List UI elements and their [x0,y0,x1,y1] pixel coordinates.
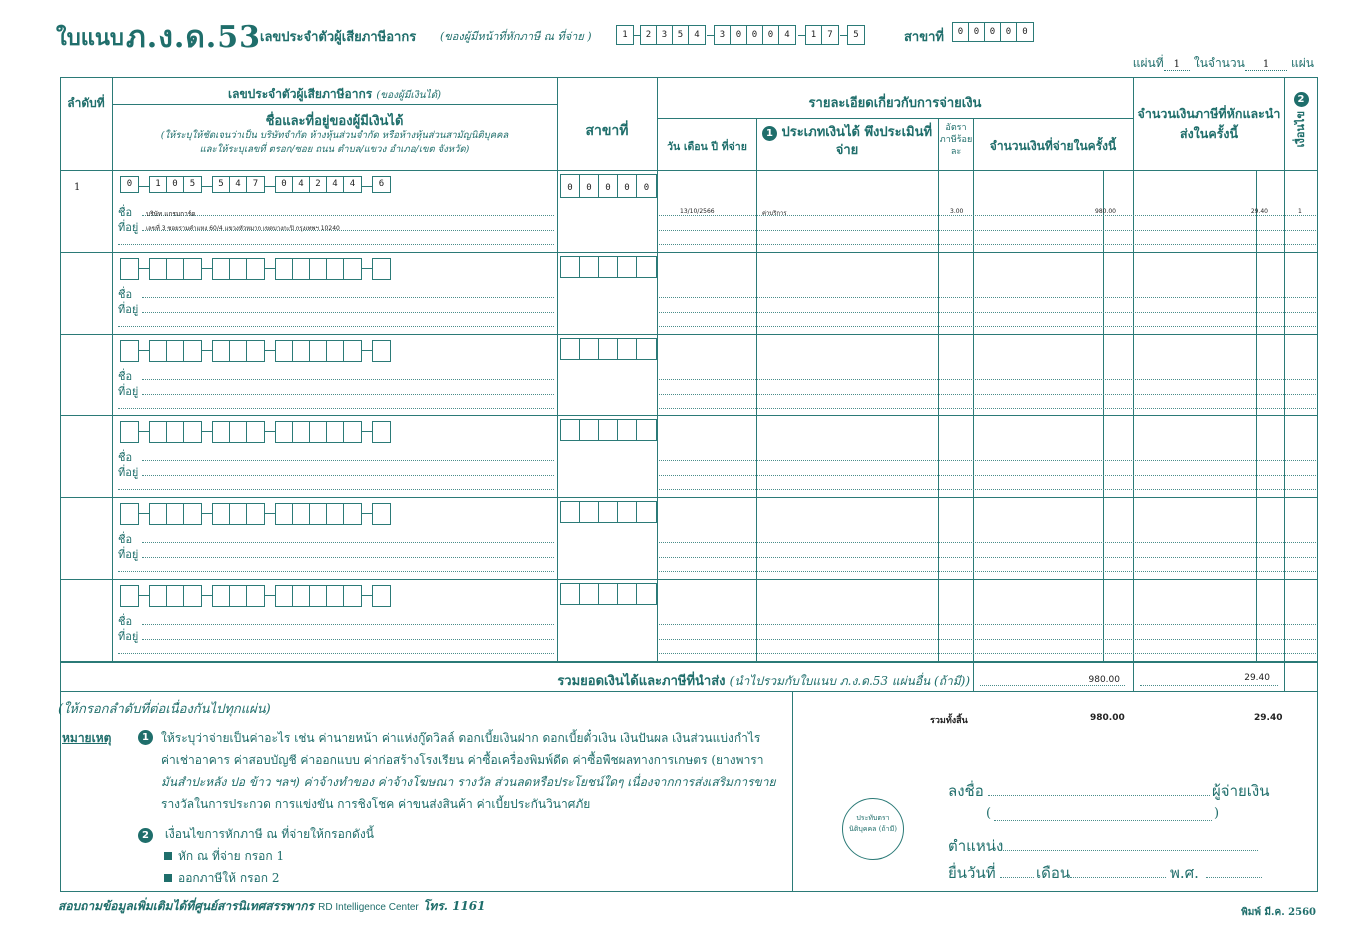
header-taxid-group-5 [847,25,865,45]
col-payee-note-line: และให้ระบุเลขที่ ตรอก/ซอย ถนน ตำบล/แขวง อำเภอ/เขต จังหวัด) [199,144,470,155]
payee-taxid-digit [150,341,167,361]
payee-taxid-digit [213,586,230,606]
payee-branch-digit [637,339,656,359]
payee-taxid-digit [276,586,293,606]
col-payment-details: รายละเอียดเกี่ยวกับการจ่ายเงิน [808,96,982,111]
payee-branch-boxes [560,338,657,360]
note-1-line: มันสำปะหลัง ปอ ข้าว ฯลฯ) ค่าจ้างทำของ ค่าจ้างโฆษณา รางวัล ส่วนลดหรือประโยชน์ใดๆ เนื่องจากการส่งเสริมการขาย [161,775,776,789]
payee-taxid-group [149,258,202,280]
header-taxid-digit: 3 [657,26,673,44]
col-income-type [760,124,934,160]
header-branch-label: สาขาที่ [904,30,944,45]
payee-taxid-digit [247,422,264,442]
payee-taxid-digit [310,586,327,606]
payee-branch-digit [580,257,599,277]
payee-branch-digit [599,420,618,440]
header-taxid-group-4 [805,25,839,45]
payee-taxid-digit: 0 [126,179,133,189]
payee-taxid-digit: 0 [276,177,293,192]
payee-taxid-digit [230,259,247,279]
payee-taxid-digit [344,586,361,606]
payee-taxid-group [120,421,139,443]
name-label: ชื่อ [118,370,133,383]
payee-taxid-digit [373,259,390,279]
payee-taxid-digit [373,341,390,361]
payee-taxid-digit [276,259,293,279]
payee-taxid-digit [213,341,230,361]
square-bullet-icon [164,874,172,882]
payee-taxid-digit [327,259,344,279]
payee-taxid-digit [150,259,167,279]
payee-taxid-digit [276,341,293,361]
payee-branch-digit: 0 [599,175,618,197]
payee-taxid-digit [276,422,293,442]
form-name: ภ.ง.ด.53 [126,20,261,55]
row-1-name: บริษัท แกรมการ์ด [146,210,196,218]
totals-label [420,670,970,691]
payee-taxid-group [372,340,391,362]
payee-taxid-group [275,340,362,362]
payee-branch-digit [599,339,618,359]
payee-taxid-digit [373,422,390,442]
header-branch-digit: 0 [953,23,969,41]
name-label: ชื่อ [118,451,133,464]
payee-taxid-group [149,503,202,525]
payee-taxid-digit [213,504,230,524]
header-taxid-digit: 1 [806,26,822,44]
payee-taxid-group [120,503,139,525]
payee-taxid-digit [184,341,201,361]
header-taxid-group-3 [714,25,796,45]
name-paren-close: ) [1214,806,1220,821]
submit-date-label: ยื่นวันที่ [948,864,996,882]
payee-branch-digit [637,584,656,604]
name-paren-open: ( [986,806,992,821]
address-label: ที่อยู่ [118,385,139,398]
payee-taxid-digit [184,259,201,279]
header-taxid-digit: 7 [827,30,833,40]
header-taxid-digit: 0 [731,26,747,44]
note-1-bullet-icon: 1 [762,126,777,141]
grand-total-amount: 980.00 [1090,713,1125,723]
col-payee-note-line: (ให้ระบุให้ชัดเจนว่าเป็น บริษัทจำกัด ห้างหุ้นส่วนจำกัด หรือห้างหุ้นส่วนสามัญนิติบุคคล [160,130,509,141]
name-label: ชื่อ [118,288,133,301]
payee-taxid-digit [230,341,247,361]
row-1-date: 13/10/2566 [680,208,715,215]
address-label: ที่อยู่ [118,303,139,316]
payee-branch-digit [561,584,580,604]
payee-taxid-group [120,340,139,362]
row-1-condition: 1 [1298,208,1302,215]
row-1-amount: 980.00 [1095,208,1116,215]
row-1-address: เลขที่ 3 ซอยรามคำแหง 60/4 แขวงหัวหมาก เขตบางกะปิ กรุงเทพฯ 10240 [146,225,340,232]
payee-taxid-digit [293,504,310,524]
sheet-label: แผ่นที่ [1132,56,1164,70]
note-1-bullet-icon: 1 [138,730,153,745]
payee-taxid-digit [373,586,390,606]
totals-tax: 29.40 [1244,673,1270,683]
payee-branch-digit [618,257,637,277]
col-payee-taxid [114,85,555,104]
header-branch-digit: 0 [969,23,985,41]
payee-taxid-digit [293,422,310,442]
payee-taxid-digit [150,422,167,442]
note-2-bullet-icon: 2 [138,828,153,843]
payee-taxid-digit [230,504,247,524]
grand-total-label: รวมทั้งสิ้น [930,716,968,726]
col-condition-label: เงื่อนไข [1294,111,1307,148]
totals-label-note: (นำไปรวมกับใบแนบ ภ.ง.ด.53 แผ่นอื่น (ถ้ามี)) [729,674,970,688]
col-payee-taxid-label: เลขประจำตัวผู้เสียภาษีอากร [228,87,373,101]
header-taxid-group-1 [616,25,634,45]
payee-branch-digit [599,257,618,277]
header-taxid-digit: 5 [853,30,859,40]
header-taxid-digit: 4 [784,30,790,40]
grand-total-tax: 29.40 [1254,713,1283,723]
payee-taxid-group [120,258,139,280]
col-seq: ลำดับที่ [67,96,105,110]
payee-branch-digit: 0 [580,175,599,197]
col-payee-name: ชื่อและที่อยู่ของผู้มีเงินได้ [265,114,404,129]
payee-taxid-digit: 4 [293,177,310,192]
payee-taxid-digit [327,586,344,606]
print-date: พิมพ์ มี.ค. 2560 [1241,907,1316,918]
payee-branch-digit [599,584,618,604]
payee-taxid-digit [167,504,184,524]
payee-taxid-group [149,340,202,362]
payee-taxid-digit [293,259,310,279]
payee-taxid-digit [184,422,201,442]
payee-taxid-digit [310,259,327,279]
col-payee-taxid-note: (ของผู้มีเงินได้) [376,90,441,101]
header-branch-digit: 0 [1022,27,1028,37]
payee-branch-digit [618,339,637,359]
sign-label: ลงชื่อ [948,782,984,800]
rd-center-name: RD Intelligence Center [318,902,419,913]
header-taxid-digit: 4 [694,30,700,40]
payee-taxid-group [212,340,265,362]
payee-taxid-digit [184,504,201,524]
payee-taxid-group [275,585,362,607]
payee-taxid-group [212,258,265,280]
payee-branch-digit [637,420,656,440]
payee-taxid-digit [310,422,327,442]
address-label: ที่อยู่ [118,466,139,479]
square-bullet-icon [164,852,172,860]
payee-taxid-digit [276,504,293,524]
note-2-title: เงื่อนไขการหักภาษี ณ ที่จ่ายให้กรอกดังนี้ [164,827,374,841]
footer-contact [58,897,486,916]
payee-taxid-digit [247,259,264,279]
payee-taxid-group [149,421,202,443]
payee-branch-digit [618,502,637,522]
taxid-label: เลขประจำตัวผู้เสียภาษีอากร [260,30,417,45]
payee-taxid-digit [344,504,361,524]
footer-contact-text: สอบถามข้อมูลเพิ่มเติมได้ที่ศูนย์สารนิเทศสรรพากร [58,899,314,913]
payee-taxid-digit: 6 [378,179,385,189]
taxid-note: (ของผู้มีหน้าที่หักภาษี ณ ที่จ่าย ) [440,30,592,43]
payee-taxid-digit [344,259,361,279]
payee-taxid-digit: 7 [252,179,259,189]
payee-taxid-digit: 1 [150,177,167,192]
note-1-line: รางวัลในการประกวด การแข่งขัน การชิงโชค ค่าขนส่งสินค้า ค่าเบี้ยประกันวินาศภัย [161,797,591,811]
payee-branch-boxes [560,174,657,198]
payee-taxid-group [212,585,265,607]
col-tax: จำนวนเงินภาษีที่หักและนำส่งในครั้งนี้ [1137,106,1281,141]
header-branch-digit: 0 [985,23,1001,41]
header-taxid-digit: 3 [715,26,731,44]
fill-note: (ให้กรอกลำดับที่ต่อเนื่องกันไปทุกแผ่น) [58,702,271,717]
payee-taxid-digit [327,341,344,361]
payee-taxid-digit: 5 [213,177,230,192]
payee-taxid-digit [344,422,361,442]
year-label: พ.ศ. [1170,864,1199,882]
payee-branch-digit [561,420,580,440]
payee-taxid-digit [121,504,138,524]
header-taxid-digit: 2 [641,26,657,44]
month-label: เดือน [1036,864,1071,882]
payee-branch-digit [618,584,637,604]
payee-taxid-digit [167,586,184,606]
payee-taxid-digit [184,586,201,606]
header-taxid-digit: 5 [673,26,689,44]
row-1-income-type: ค่าบริการ [762,210,787,217]
payee-branch-digit: 0 [643,183,650,193]
name-label: ชื่อ [118,615,133,628]
payee-branch-digit [580,584,599,604]
payee-taxid-digit [167,422,184,442]
payee-taxid-group [275,176,362,193]
col-condition [1286,92,1316,147]
col-amount: จำนวนเงินที่จ่ายในครั้งนี้ [989,139,1117,153]
sheet-number: 1 [1164,59,1190,71]
payee-taxid-digit [167,341,184,361]
payer-label: ผู้จ่ายเงิน [1212,782,1270,800]
payee-taxid-digit [121,586,138,606]
payee-branch-digit [637,257,656,277]
payee-taxid-digit [121,422,138,442]
payee-taxid-digit [167,259,184,279]
header-branch-boxes [952,22,1034,42]
payee-branch-digit [580,420,599,440]
payee-taxid-group [120,176,139,193]
note-1-line: ค่าเช่าอาคาร ค่าสอบบัญชี ค่าออกแบบ ค่าก่อสร้างโรงเรียน ค่าซื้อเครื่องพิมพ์ดีด ค่าซื้อพืชผลทางการเกษตร (ยางพารา [161,753,764,767]
remark-label: หมายเหตุ [62,731,112,745]
address-label: ที่อยู่ [118,221,139,234]
payee-branch-digit [561,502,580,522]
payee-taxid-digit [293,586,310,606]
name-label: ชื่อ [118,533,133,546]
payee-taxid-digit [373,504,390,524]
payee-taxid-digit [327,504,344,524]
header-taxid-digit: 1 [622,30,628,40]
payee-branch-digit [580,502,599,522]
payee-taxid-group [212,503,265,525]
payee-taxid-digit [344,341,361,361]
footer-phone: โทร. 1161 [422,899,486,913]
payee-taxid-digit [293,341,310,361]
payee-branch-digit [637,502,656,522]
remarks-block [62,727,792,889]
of-label: ในจำนวน [1193,56,1245,70]
header-taxid-digit: 0 [763,26,779,44]
row-1-seq: 1 [74,182,81,193]
payee-branch-digit [561,339,580,359]
payee-branch-digit: 0 [618,175,637,197]
totals-amount: 980.00 [1088,675,1120,685]
payee-taxid-digit [247,586,264,606]
row-1-rate: 3.00 [950,208,964,215]
payee-taxid-group [212,176,265,193]
header-taxid-digit: 0 [747,26,763,44]
main-table [60,77,1318,662]
col-payee-note [114,129,555,157]
payee-branch-boxes [560,419,657,441]
payee-taxid-group [275,421,362,443]
payee-taxid-digit [310,341,327,361]
payee-branch-digit [618,420,637,440]
sheet-total: 1 [1245,59,1287,71]
payee-taxid-digit [327,422,344,442]
row-1-tax: 29.40 [1250,208,1268,215]
note-1-line: ให้ระบุว่าจ่ายเป็นค่าอะไร เช่น ค่านายหน้า ค่าแห่งกู๊ดวิลล์ ดอกเบี้ยเงินฝาก ดอกเบี้ยตั๋วเงิน เงินปันผล เงินส่วนแบ่งกำไร [161,731,761,745]
payee-taxid-digit [230,586,247,606]
payee-branch-boxes [560,501,657,523]
sheets-unit: แผ่น [1291,56,1314,70]
payee-taxid-digit [121,259,138,279]
col-branch: สาขาที่ [585,123,629,139]
header-branch-digit: 0 [1001,23,1017,41]
payee-taxid-digit: 5 [189,179,196,189]
payee-branch-boxes [560,583,657,605]
position-label: ตำแหน่ง [948,837,1004,855]
address-label: ที่อยู่ [118,630,139,643]
payee-taxid-digit: 2 [310,177,327,192]
form-prefix: ใบแนบ [56,25,124,51]
sheet-counter [1133,54,1314,73]
payee-taxid-group [372,585,391,607]
payee-taxid-digit [247,341,264,361]
payee-taxid-group [372,503,391,525]
payee-taxid-digit [247,504,264,524]
col-date: วัน เดือน ปี ที่จ่าย [667,141,747,153]
note-2-bullet-icon: 2 [1294,92,1309,107]
name-label: ชื่อ [118,206,133,219]
totals-label-text: รวมยอดเงินได้และภาษีที่นำส่ง [557,674,726,689]
payee-taxid-group [149,585,202,607]
payee-taxid-digit [213,422,230,442]
payee-taxid-digit [310,504,327,524]
company-seal-placeholder: ประทับตรา นิติบุคคล (ถ้ามี) [842,798,904,860]
payee-taxid-group [372,421,391,443]
payee-taxid-group [149,176,202,193]
payee-taxid-group [275,503,362,525]
col-rate: อัตราภาษีร้อยละ [939,123,973,157]
payee-taxid-digit [213,259,230,279]
payee-taxid-digit: 0 [167,177,184,192]
payee-branch-boxes [560,256,657,278]
payee-taxid-digit [150,504,167,524]
payee-taxid-group [212,421,265,443]
payee-taxid-group [120,585,139,607]
payee-branch-digit [580,339,599,359]
payee-taxid-group [372,258,391,280]
payee-taxid-digit: 4 [349,179,356,189]
payee-branch-digit [599,502,618,522]
payee-taxid-digit [150,586,167,606]
payee-branch-digit: 0 [561,175,580,197]
address-label: ที่อยู่ [118,548,139,561]
header-taxid-group-2 [640,25,706,45]
payee-taxid-digit [121,341,138,361]
payee-taxid-group [275,258,362,280]
payee-branch-digit [561,257,580,277]
col-income-type-label: ประเภทเงินได้ พึงประเมินที่จ่าย [781,125,933,158]
payee-taxid-digit: 4 [230,177,247,192]
payee-taxid-group [372,176,391,193]
note-2-option-2: ออกภาษีให้ กรอก 2 [178,871,280,885]
payee-taxid-digit: 4 [327,177,344,192]
note-2-option-1: หัก ณ ที่จ่าย กรอก 1 [178,849,285,863]
payee-taxid-digit [230,422,247,442]
